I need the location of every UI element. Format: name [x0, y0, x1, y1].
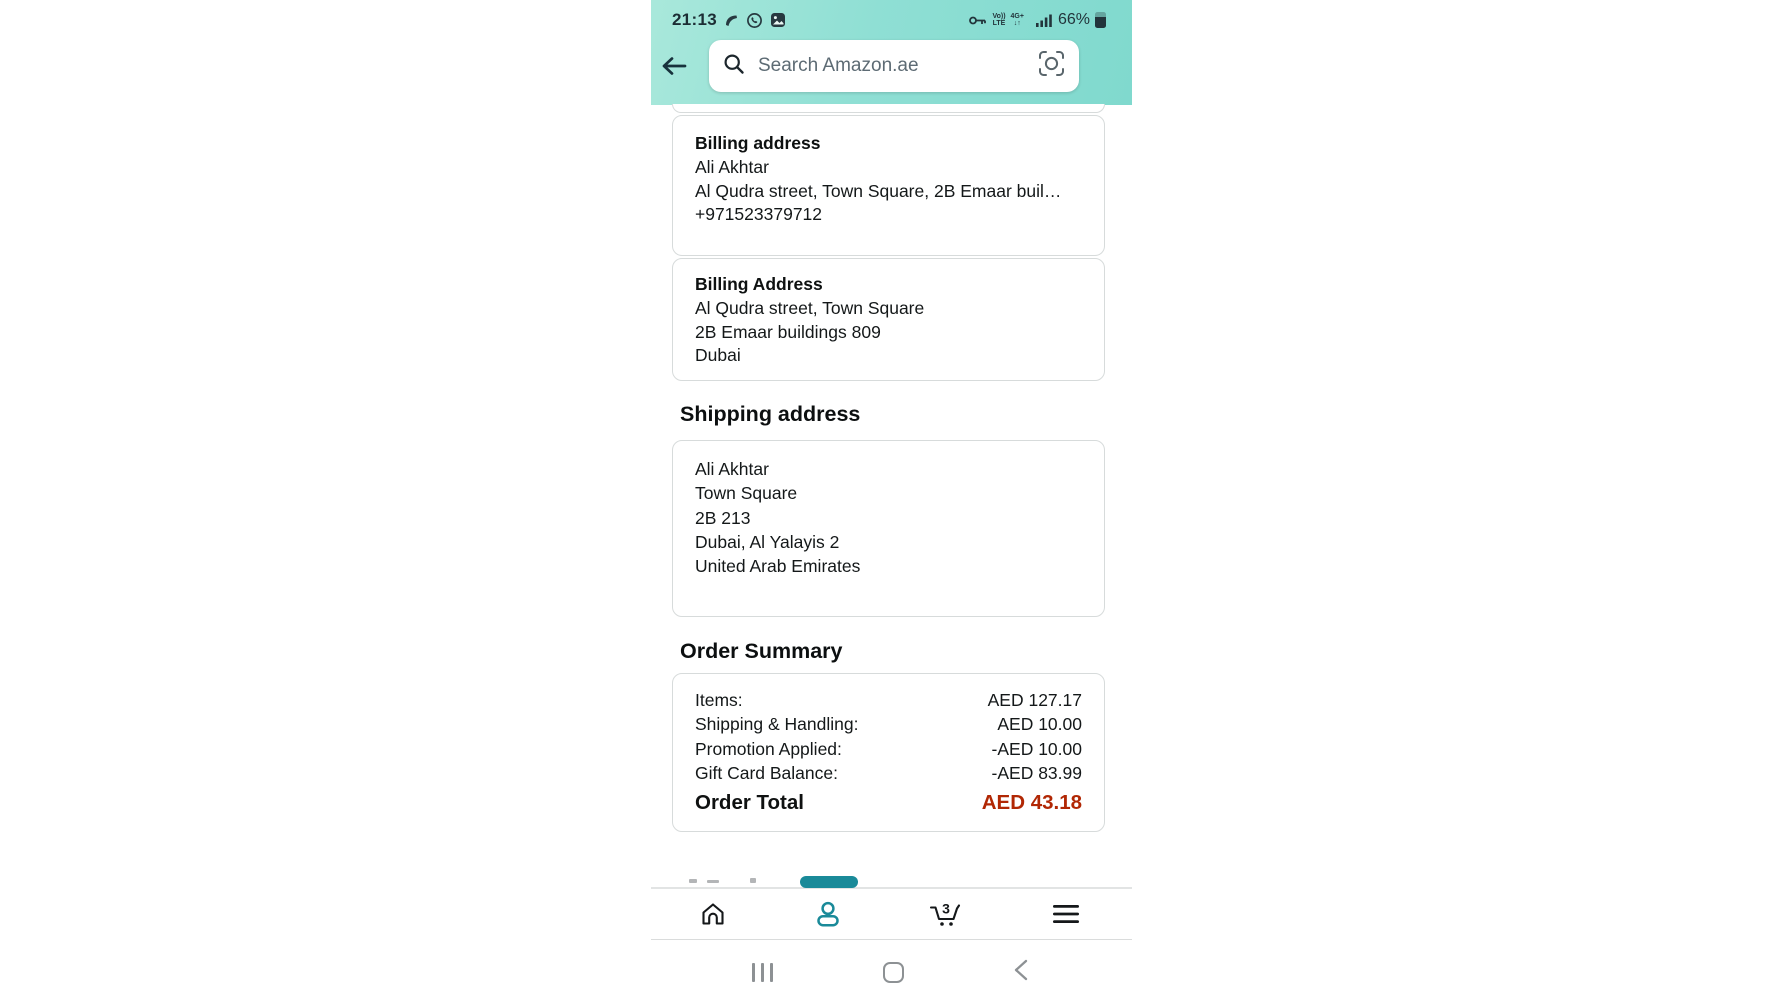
android-back-button[interactable] — [1002, 955, 1042, 989]
svg-text:3: 3 — [942, 900, 950, 917]
address-line: Dubai — [695, 345, 741, 366]
hamburger-menu-icon — [1052, 903, 1080, 930]
summary-label: Promotion Applied: — [695, 738, 842, 759]
android-recents-button[interactable] — [742, 955, 782, 989]
android-navigation-bar — [651, 941, 1132, 1000]
search-bar[interactable] — [709, 40, 1079, 92]
summary-row-shipping — [695, 712, 1082, 736]
summary-row-items — [695, 688, 1082, 712]
battery-percent-text: 66% — [1057, 11, 1090, 28]
address-line: +971523379712 — [695, 204, 823, 225]
status-bar — [672, 7, 1106, 33]
summary-value: -AED 10.00 — [991, 738, 1082, 759]
cart-icon — [926, 898, 962, 934]
summary-row-giftcard — [695, 761, 1082, 785]
summary-row-promotion — [695, 737, 1082, 761]
recents-icon — [752, 963, 773, 982]
android-home-icon — [883, 962, 904, 983]
order-summary-card — [672, 673, 1105, 832]
tab-menu[interactable] — [1044, 898, 1088, 934]
home-icon — [698, 899, 728, 934]
card-title: Billing address — [695, 133, 821, 153]
notes-pen-icon — [724, 13, 739, 28]
active-tab-indicator — [800, 876, 858, 888]
address-line: Town Square — [695, 483, 798, 504]
clipped-card-bottom — [672, 104, 1105, 113]
shipping-address-card — [672, 440, 1105, 617]
order-total-value: AED 43.18 — [981, 790, 1082, 814]
summary-row-total — [695, 789, 1082, 816]
clipped-section-text — [750, 878, 756, 883]
shipping-address-heading: Shipping address — [680, 402, 861, 426]
app-header — [651, 0, 1132, 105]
summary-value: AED 127.17 — [987, 690, 1082, 710]
android-back-icon — [1011, 958, 1033, 987]
status-right-cluster — [962, 11, 1106, 29]
billing-address-card-2 — [672, 258, 1105, 381]
search-icon — [723, 53, 745, 80]
address-line: United Arab Emirates — [695, 556, 861, 577]
address-line: Ali Akhtar — [695, 459, 769, 479]
network-4g-indicator: 4G+ ↓↑ — [1010, 13, 1024, 27]
clock-text: 21:13 — [672, 10, 717, 29]
account-person-icon — [812, 898, 844, 935]
tab-account[interactable] — [806, 898, 850, 934]
whatsapp-icon — [746, 12, 763, 29]
volte-indicator: Vo)) LTE — [992, 13, 1006, 27]
key-icon — [969, 15, 987, 26]
summary-label: Shipping & Handling: — [695, 714, 859, 735]
address-line: Al Qudra street, Town Square, 2B Emaar buil… — [695, 180, 1062, 201]
summary-value: -AED 83.99 — [991, 763, 1082, 784]
billing-address-card-1 — [672, 115, 1105, 256]
gallery-icon — [770, 12, 786, 28]
order-total-label: Order Total — [695, 790, 804, 814]
order-summary-heading: Order Summary — [680, 639, 843, 663]
summary-label: Gift Card Balance: — [695, 763, 838, 784]
card-title: Billing Address — [695, 274, 823, 294]
address-line: Dubai, Al Yalayis 2 — [695, 531, 840, 552]
android-home-button[interactable] — [873, 955, 913, 989]
address-line: 2B 213 — [695, 507, 751, 528]
phone-screen — [651, 0, 1132, 1000]
address-line: Al Qudra street, Town Square — [695, 297, 925, 318]
address-line: Ali Akhtar — [695, 156, 769, 177]
summary-value: AED 10.00 — [997, 714, 1082, 735]
bottom-nav — [651, 889, 1132, 940]
back-button[interactable] — [651, 54, 697, 78]
search-input[interactable] — [756, 54, 1038, 78]
address-line: 2B Emaar buildings 809 — [695, 321, 881, 342]
clipped-section-text — [707, 880, 719, 883]
clipped-section-text — [689, 879, 697, 883]
tab-cart[interactable] — [922, 898, 966, 934]
camera-scan-icon[interactable] — [1038, 50, 1065, 82]
search-row — [651, 40, 1132, 92]
signal-bars-icon — [1036, 13, 1053, 27]
battery-icon — [1095, 12, 1106, 28]
summary-label: Items: — [695, 690, 743, 710]
tab-home[interactable] — [691, 898, 735, 934]
